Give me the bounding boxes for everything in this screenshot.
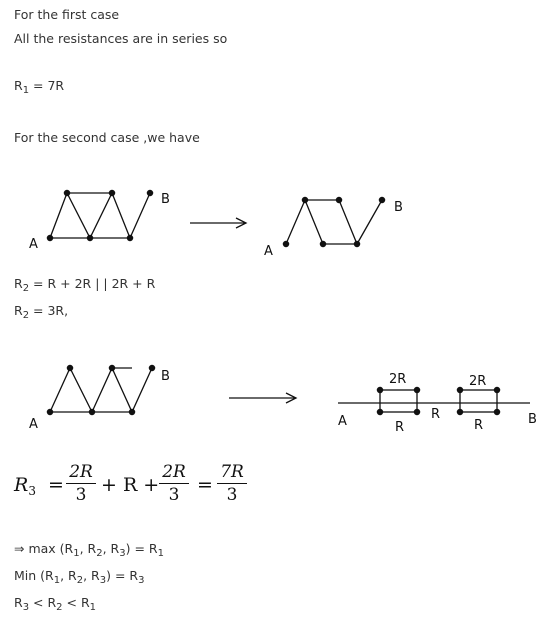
r2-result-value: = 3R,: [29, 303, 69, 318]
arrow-icon: [229, 393, 296, 403]
max-sub3: 3: [119, 548, 126, 559]
max-sub2: 2: [96, 548, 103, 559]
diagram-2-left-wires: [50, 368, 152, 412]
r2-symbol: R: [14, 303, 23, 318]
node: [320, 241, 325, 246]
eq-fraction-3-denominator: 3: [226, 485, 238, 505]
eq-fraction-2-denominator: 3: [168, 485, 180, 505]
diagram-2-left: [47, 365, 154, 414]
node: [64, 190, 69, 195]
order-sub1: 3: [22, 602, 30, 613]
max-sub4: 1: [157, 548, 164, 559]
node: [302, 197, 307, 202]
node: [89, 409, 94, 414]
node: [494, 409, 499, 414]
node: [109, 190, 114, 195]
node: [149, 365, 154, 370]
text-series: All the resistances are in series so: [14, 31, 228, 46]
node: [127, 235, 132, 240]
max-c3: ) = R: [125, 541, 158, 556]
order-sub2: 2: [56, 602, 63, 613]
arrow-icon: [190, 218, 246, 228]
min-sub2: 2: [76, 575, 84, 586]
label-2r: 2R: [469, 374, 487, 389]
order-p1: R: [14, 595, 23, 610]
label-a: A: [29, 237, 38, 252]
text-first-case: For the first case: [14, 7, 120, 22]
label-b: B: [394, 200, 403, 215]
label-r: R: [431, 407, 441, 422]
node: [414, 409, 419, 414]
eq-equals-2: =: [197, 474, 213, 496]
node: [147, 190, 152, 195]
eq-r3-symbol: R: [14, 474, 29, 496]
label-b: B: [528, 412, 537, 427]
label-2r: 2R: [389, 372, 407, 387]
label-a: A: [338, 414, 347, 429]
node: [457, 409, 462, 414]
node: [336, 197, 341, 202]
max-c1: , R: [79, 541, 97, 556]
order-c2: < R: [62, 595, 90, 610]
text-second-case: For the second case ,we have: [14, 130, 200, 145]
eq-fraction-1-denominator: 3: [75, 485, 87, 505]
eq-plus-r-text: + R +: [101, 474, 160, 496]
node: [109, 365, 114, 370]
eq-fraction-1-numerator: 2R: [69, 462, 93, 482]
label-a: A: [264, 244, 273, 259]
min-c3: ) = R: [106, 568, 139, 583]
node: [354, 241, 359, 246]
min-prefix: Min (R: [14, 568, 54, 583]
node: [379, 197, 384, 202]
node: [87, 235, 92, 240]
max-sub1: 1: [73, 548, 80, 559]
diagram-1-right: [283, 197, 384, 246]
eq-r3-subscript: 3: [28, 484, 36, 498]
resistor-box-right: [460, 390, 497, 412]
node: [129, 409, 134, 414]
r2-subscript: 2: [22, 310, 30, 321]
eq-fraction-2-numerator: 2R: [162, 462, 186, 482]
node: [414, 387, 419, 392]
diagram-1-left-wires: [50, 193, 150, 238]
order-c1: < R: [29, 595, 57, 610]
node: [67, 365, 72, 370]
min-c1: , R: [60, 568, 77, 583]
r1-value: = 7R: [29, 78, 65, 93]
min-c2: , R: [83, 568, 100, 583]
node: [457, 387, 462, 392]
node: [377, 387, 382, 392]
r1-symbol: R: [14, 78, 23, 93]
label-b: B: [161, 192, 170, 207]
node: [47, 235, 52, 240]
diagram-1-left: [47, 190, 152, 240]
node: [494, 387, 499, 392]
diagram-1-right-wires: [286, 200, 382, 244]
min-sub1: 1: [53, 575, 61, 586]
eq-fraction-3-numerator: 7R: [220, 462, 244, 482]
order-sub3: 1: [89, 602, 97, 613]
max-prefix: ⇒ max (R: [14, 541, 74, 556]
resistor-box-left: [380, 390, 417, 412]
r2-expression-value: = R + 2R | | 2R + R: [29, 276, 156, 291]
max-c2: , R: [102, 541, 120, 556]
min-sub3: 3: [99, 575, 107, 586]
label-a: A: [29, 417, 38, 432]
r1-subscript: 1: [22, 85, 30, 96]
min-sub4: 3: [138, 575, 145, 586]
label-b: B: [161, 369, 170, 384]
r2-symbol: R: [14, 276, 23, 291]
node: [47, 409, 52, 414]
eq-equals-1: =: [48, 474, 64, 496]
label-r: R: [395, 420, 405, 435]
node: [377, 409, 382, 414]
node: [283, 241, 288, 246]
r2-subscript: 2: [22, 283, 30, 294]
label-r: R: [474, 418, 484, 433]
